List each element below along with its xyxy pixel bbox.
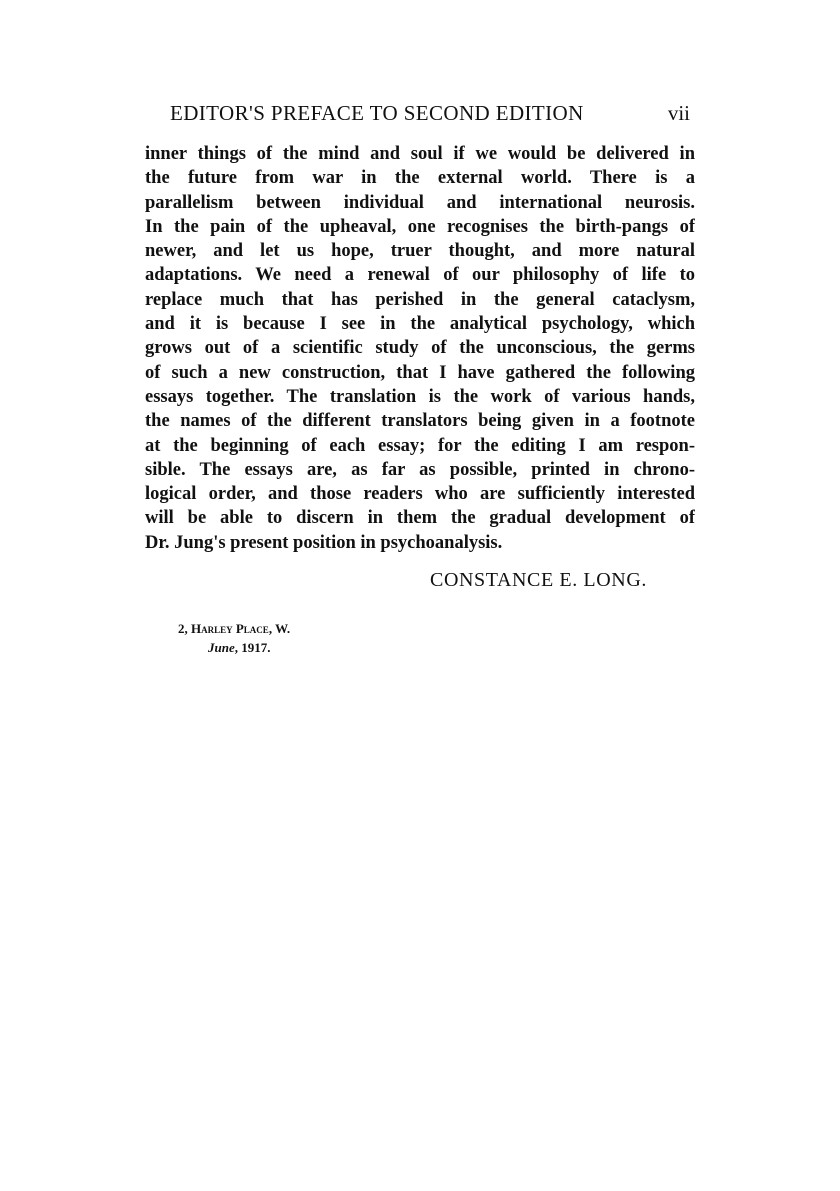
page-number: vii: [667, 101, 690, 125]
address-suffix: , W.: [268, 621, 291, 636]
text-line: of such a new construction, that I have gathered the following: [145, 362, 695, 383]
date-month: June: [208, 640, 235, 655]
text-line: sible. The essays are, as far as possible, printed in chrono-: [145, 459, 695, 480]
text-line: grows out of a scientific study of the unconscious, the germs: [145, 338, 695, 359]
text-line: will be able to discern in them the gradual development of: [145, 508, 695, 529]
preface-paragraph: [145, 142, 695, 555]
text-line: inner things of the mind and soul if we would be delivered in: [145, 144, 695, 164]
text-line: and it is because I see in the analytical psychology, which: [145, 314, 695, 335]
text-line: the future from war in the external world. There is a: [145, 168, 695, 189]
running-title: EDITOR'S PREFACE TO SECOND EDITION: [170, 101, 584, 125]
text-line: parallelism between individual and international neurosis.: [145, 192, 695, 213]
running-head: [170, 98, 690, 128]
date-year: , 1917.: [234, 640, 271, 655]
text-line: logical order, and those readers who are sufficiently interested: [145, 484, 695, 505]
address-number: 2,: [178, 621, 191, 636]
date-line: [208, 639, 270, 657]
text-line: newer, and let us hope, truer thought, and more natural: [145, 241, 695, 262]
address-street: Harley Place: [191, 621, 269, 636]
text-line: at the beginning of each essay; for the editing I am respon-: [145, 435, 695, 456]
address-line: [178, 620, 290, 638]
author-signature: CONSTANCE E. LONG.: [430, 569, 647, 591]
text-line: Dr. Jung's present position in psychoanalysis.: [145, 532, 503, 553]
text-line: replace much that has perished in the general cataclysm,: [145, 289, 695, 310]
text-line: In the pain of the upheaval, one recognises the birth-pangs of: [145, 216, 695, 237]
text-line: adaptations. We need a renewal of our philosophy of life to: [145, 265, 695, 286]
text-line: the names of the different translators being given in a footnote: [145, 411, 695, 432]
text-line: essays together. The translation is the work of various hands,: [145, 386, 695, 407]
